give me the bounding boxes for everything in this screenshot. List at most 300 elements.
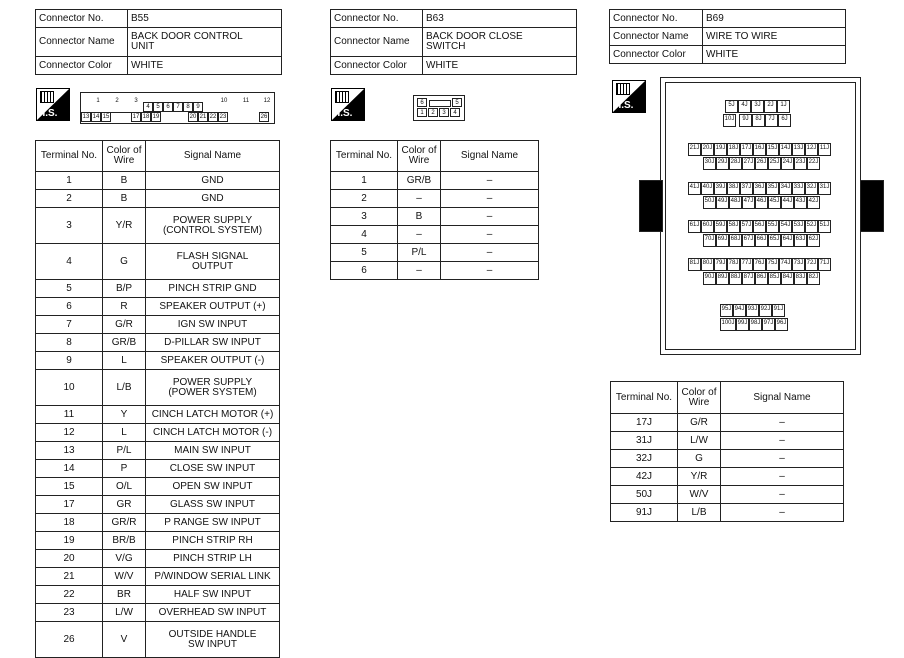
connector-no: B63	[423, 10, 577, 28]
connector-name-label: Connector Name	[331, 28, 423, 57]
connector-pin: 47J	[742, 196, 755, 209]
connector-pin: 96J	[775, 318, 788, 331]
hs-icon	[36, 88, 70, 121]
connector-pin: 12	[263, 98, 271, 104]
connector-color-label: Connector Color	[36, 57, 128, 75]
terminal-no: 4	[331, 226, 398, 244]
signal-name: POWER SUPPLY (POWER SYSTEM)	[146, 370, 280, 406]
signal-name: POWER SUPPLY (CONTROL SYSTEM)	[146, 208, 280, 244]
terminal-no: 5	[36, 280, 103, 298]
connector-pin: 9J	[739, 114, 752, 127]
connector-pin: 57J	[740, 220, 753, 233]
connector-pin: 80J	[701, 258, 714, 271]
signal-name: MAIN SW INPUT	[146, 442, 280, 460]
wire-color: GR/B	[103, 334, 146, 352]
signal-name: GLASS SW INPUT	[146, 496, 280, 514]
wire-color: G	[678, 450, 721, 468]
connector-pin: 25J	[768, 157, 781, 170]
connector-pin: 98J	[749, 318, 762, 331]
signal-name: OPEN SW INPUT	[146, 478, 280, 496]
connector-color: WHITE	[703, 46, 846, 64]
connector-pin: 10J	[723, 114, 736, 127]
connector-pin: 8	[183, 102, 193, 112]
terminal-no: 22	[36, 586, 103, 604]
table-row	[36, 190, 280, 208]
connector-pin: 2J	[764, 100, 777, 113]
terminal-no: 14	[36, 460, 103, 478]
connector-pin: 12J	[805, 143, 818, 156]
connector-pin: 73J	[792, 258, 805, 271]
terminal-no: 9	[36, 352, 103, 370]
signal-name: –	[441, 226, 539, 244]
signal-name: –	[721, 504, 844, 522]
signal-header: Signal Name	[721, 382, 844, 414]
connector-pin: 22	[209, 114, 217, 120]
terminal-no: 31J	[611, 432, 678, 450]
connector-pin: 48J	[729, 196, 742, 209]
signal-name: CLOSE SW INPUT	[146, 460, 280, 478]
terminal-no: 5	[331, 244, 398, 262]
connector-pin: 20J	[701, 143, 714, 156]
connector-pin: 60J	[701, 220, 714, 233]
wire-color: G/R	[103, 316, 146, 334]
connector-pin: 95J	[720, 304, 733, 317]
table-row	[36, 568, 280, 586]
connector-pin: 61J	[688, 220, 701, 233]
wire-color: G	[103, 244, 146, 280]
signal-name: –	[441, 262, 539, 280]
terminal-header: Terminal No.	[36, 141, 103, 172]
table-row	[36, 424, 280, 442]
terminal-no: 10	[36, 370, 103, 406]
connector-pin: 41J	[688, 182, 701, 195]
wire-color: –	[398, 226, 441, 244]
signal-name: PINCH STRIP LH	[146, 550, 280, 568]
connector-pin: 72J	[805, 258, 818, 271]
connector-pin: 15	[102, 114, 110, 120]
connector-pin: 7	[173, 102, 183, 112]
connector-pin: 82J	[807, 272, 820, 285]
connector-pin: 75J	[766, 258, 779, 271]
connector-pin: 49J	[716, 196, 729, 209]
table-row	[36, 550, 280, 568]
signal-name: –	[721, 432, 844, 450]
signal-name: –	[721, 468, 844, 486]
wire-color: GR/R	[103, 514, 146, 532]
connector-no: B55	[128, 10, 282, 28]
hs-label: H.S.	[614, 100, 634, 111]
b63-connector-info	[330, 9, 577, 75]
connector-pin: 26J	[755, 157, 768, 170]
connector-pin: 1	[96, 98, 100, 104]
table-row	[331, 208, 539, 226]
table-row	[36, 460, 280, 478]
table-row	[611, 414, 844, 432]
connector-pin: 36J	[753, 182, 766, 195]
connector-pin: 59J	[714, 220, 727, 233]
connector-pin: 7J	[765, 114, 778, 127]
terminal-no: 6	[36, 298, 103, 316]
connector-pin: 62J	[807, 234, 820, 247]
connector-color: WHITE	[423, 57, 577, 75]
wire-color: L	[103, 424, 146, 442]
connector-pin: 16J	[753, 143, 766, 156]
connector-pin: 2	[428, 108, 438, 117]
connector-pin: 5	[452, 98, 462, 107]
wire-color: GR/B	[398, 172, 441, 190]
connector-pin: 43J	[794, 196, 807, 209]
wire-color: O/L	[103, 478, 146, 496]
signal-name: FLASH SIGNAL OUTPUT	[146, 244, 280, 280]
connector-pin: 4J	[738, 100, 751, 113]
connector-pin: 53J	[792, 220, 805, 233]
connector-pin: 55J	[766, 220, 779, 233]
connector-pin: 33J	[792, 182, 805, 195]
wire-color: V	[103, 622, 146, 658]
signal-name: –	[441, 190, 539, 208]
connector-pin: 85J	[768, 272, 781, 285]
connector-pin: 89J	[716, 272, 729, 285]
table-row	[36, 280, 280, 298]
connector-pin: 14J	[779, 143, 792, 156]
signal-name: GND	[146, 190, 280, 208]
table-row	[611, 504, 844, 522]
connector-pin: 51J	[818, 220, 831, 233]
connector-pin: 67J	[742, 234, 755, 247]
connector-pin: 26	[260, 114, 268, 120]
connector-pin: 34J	[779, 182, 792, 195]
terminal-no: 12	[36, 424, 103, 442]
table-row	[36, 370, 280, 406]
connector-pin: 18	[142, 114, 150, 120]
signal-name: PINCH STRIP RH	[146, 532, 280, 550]
signal-name: –	[441, 244, 539, 262]
terminal-no: 17J	[611, 414, 678, 432]
terminal-no: 4	[36, 244, 103, 280]
terminal-no: 42J	[611, 468, 678, 486]
connector-pin: 5J	[725, 100, 738, 113]
connector-pin: 87J	[742, 272, 755, 285]
connector-pin: 74J	[779, 258, 792, 271]
wire-color: P/L	[398, 244, 441, 262]
terminal-no: 2	[36, 190, 103, 208]
b55-terminal-table	[35, 140, 280, 658]
terminal-header: Terminal No.	[611, 382, 678, 414]
connector-color-label: Connector Color	[610, 46, 703, 64]
connector-pin: 56J	[753, 220, 766, 233]
hs-label: H.S.	[38, 108, 58, 119]
connector-pin: 42J	[807, 196, 820, 209]
connector-pin: 91J	[772, 304, 785, 317]
signal-name: CINCH LATCH MOTOR (+)	[146, 406, 280, 424]
terminal-no: 19	[36, 532, 103, 550]
wire-color-header: Color of Wire	[678, 382, 721, 414]
terminal-no: 7	[36, 316, 103, 334]
connector-pin: 76J	[753, 258, 766, 271]
signal-name: IGN SW INPUT	[146, 316, 280, 334]
connector-latch	[111, 112, 131, 123]
wire-color: G/R	[678, 414, 721, 432]
table-row	[611, 468, 844, 486]
connector-pin: 84J	[781, 272, 794, 285]
wire-color: L/B	[678, 504, 721, 522]
connector-pin: 64J	[781, 234, 794, 247]
table-row	[36, 406, 280, 424]
connector-no: B69	[703, 10, 846, 28]
connector-pin: 58J	[727, 220, 740, 233]
connector-pin: 21	[199, 114, 207, 120]
wire-color: Y	[103, 406, 146, 424]
table-row	[36, 208, 280, 244]
wire-color: B	[103, 172, 146, 190]
connector-pin: 38J	[727, 182, 740, 195]
connector-pin: 14	[92, 114, 100, 120]
wire-color: P	[103, 460, 146, 478]
signal-name: –	[441, 172, 539, 190]
terminal-no: 2	[331, 190, 398, 208]
connector-color: WHITE	[128, 57, 282, 75]
connector-pin: 19J	[714, 143, 727, 156]
signal-name: SPEAKER OUTPUT (-)	[146, 352, 280, 370]
connector-pin: 77J	[740, 258, 753, 271]
table-row	[36, 298, 280, 316]
wire-color: L	[103, 352, 146, 370]
connector-name-label: Connector Name	[36, 28, 128, 57]
connector-pin: 39J	[714, 182, 727, 195]
wire-color: Y/R	[103, 208, 146, 244]
connector-pin: 100J	[720, 318, 736, 331]
terminal-header: Terminal No.	[331, 141, 398, 172]
table-row	[36, 316, 280, 334]
connector-pin: 24J	[781, 157, 794, 170]
connector-pin: 4	[143, 102, 153, 112]
table-row	[36, 172, 280, 190]
wire-color: B	[398, 208, 441, 226]
connector-pin: 52J	[805, 220, 818, 233]
connector-no-label: Connector No.	[610, 10, 703, 28]
connector-latch	[429, 100, 451, 107]
connector-pin: 70J	[703, 234, 716, 247]
connector-pin: 9	[193, 102, 203, 112]
connector-pin: 94J	[733, 304, 746, 317]
wire-color: –	[398, 262, 441, 280]
connector-pin: 23	[219, 114, 227, 120]
connector-pin: 31J	[818, 182, 831, 195]
terminal-no: 50J	[611, 486, 678, 504]
connector-pin: 35J	[766, 182, 779, 195]
wire-color: BR	[103, 586, 146, 604]
wire-color-header: Color of Wire	[103, 141, 146, 172]
connector-pin: 71J	[818, 258, 831, 271]
table-row	[36, 532, 280, 550]
connector-pin: 10	[220, 98, 228, 104]
connector-pin: 1J	[777, 100, 790, 113]
terminal-no: 1	[36, 172, 103, 190]
signal-name: –	[721, 414, 844, 432]
wire-color: V/G	[103, 550, 146, 568]
wire-color: L/W	[103, 604, 146, 622]
signal-header: Signal Name	[441, 141, 539, 172]
table-row	[36, 604, 280, 622]
connector-pin: 44J	[781, 196, 794, 209]
connector-pin: 20	[189, 114, 197, 120]
connector-pin: 45J	[768, 196, 781, 209]
connector-pin: 21J	[688, 143, 701, 156]
table-row	[36, 622, 280, 658]
connector-pin: 17J	[740, 143, 753, 156]
b69-connector-info	[609, 9, 846, 64]
connector-pin: 81J	[688, 258, 701, 271]
connector-pin: 83J	[794, 272, 807, 285]
terminal-no: 6	[331, 262, 398, 280]
signal-name: OUTSIDE HANDLE SW INPUT	[146, 622, 280, 658]
connector-pin: 90J	[703, 272, 716, 285]
connector-pin: 4	[450, 108, 460, 117]
connector-pin: 1	[417, 108, 427, 117]
connector-pin: 22J	[807, 157, 820, 170]
table-row	[36, 442, 280, 460]
terminal-no: 23	[36, 604, 103, 622]
wire-color: P/L	[103, 442, 146, 460]
connector-pin: 65J	[768, 234, 781, 247]
table-row	[36, 496, 280, 514]
terminal-no: 15	[36, 478, 103, 496]
wire-color: –	[398, 190, 441, 208]
connector-pin: 19	[152, 114, 160, 120]
signal-name: P RANGE SW INPUT	[146, 514, 280, 532]
table-row	[36, 478, 280, 496]
terminal-no: 11	[36, 406, 103, 424]
connector-name: BACK DOOR CLOSE SWITCH	[423, 28, 577, 57]
connector-pin: 54J	[779, 220, 792, 233]
table-row	[331, 262, 539, 280]
b63-connector-face	[413, 95, 465, 121]
connector-pin: 78J	[727, 258, 740, 271]
wire-color: Y/R	[678, 468, 721, 486]
connector-pin: 3J	[751, 100, 764, 113]
wire-color: BR/B	[103, 532, 146, 550]
wire-color: GR	[103, 496, 146, 514]
connector-pin: 18J	[727, 143, 740, 156]
connector-pin: 28J	[729, 157, 742, 170]
connector-pin: 11J	[818, 143, 831, 156]
wire-color: B	[103, 190, 146, 208]
hs-icon	[331, 88, 365, 121]
connector-no-label: Connector No.	[331, 10, 423, 28]
connector-pin: 50J	[703, 196, 716, 209]
signal-name: GND	[146, 172, 280, 190]
wire-color: W/V	[678, 486, 721, 504]
b69-terminal-table	[610, 381, 844, 522]
signal-name: SPEAKER OUTPUT (+)	[146, 298, 280, 316]
connector-pin: 5	[153, 102, 163, 112]
connector-pin: 23J	[794, 157, 807, 170]
hs-icon	[612, 80, 646, 113]
connector-color-label: Connector Color	[331, 57, 423, 75]
connector-pin: 30J	[703, 157, 716, 170]
terminal-no: 3	[331, 208, 398, 226]
signal-name: –	[721, 486, 844, 504]
connector-pin: 86J	[755, 272, 768, 285]
connector-pin: 88J	[729, 272, 742, 285]
connector-pin: 79J	[714, 258, 727, 271]
signal-name: HALF SW INPUT	[146, 586, 280, 604]
terminal-no: 20	[36, 550, 103, 568]
terminal-no: 3	[36, 208, 103, 244]
connector-pin: 6J	[778, 114, 791, 127]
table-row	[611, 486, 844, 504]
connector-pin: 3	[439, 108, 449, 117]
terminal-no: 32J	[611, 450, 678, 468]
connector-no-label: Connector No.	[36, 10, 128, 28]
connector-name-label: Connector Name	[610, 28, 703, 46]
signal-name: –	[721, 450, 844, 468]
table-row	[331, 226, 539, 244]
table-row	[36, 586, 280, 604]
wire-color: R	[103, 298, 146, 316]
table-row	[331, 190, 539, 208]
terminal-no: 26	[36, 622, 103, 658]
connector-pin: 99J	[736, 318, 749, 331]
wire-color-header: Color of Wire	[398, 141, 441, 172]
b63-terminal-table	[330, 140, 539, 280]
connector-pin: 6	[417, 98, 427, 107]
signal-header: Signal Name	[146, 141, 280, 172]
signal-name: P/WINDOW SERIAL LINK	[146, 568, 280, 586]
terminal-no: 8	[36, 334, 103, 352]
table-row	[331, 244, 539, 262]
table-row	[36, 514, 280, 532]
terminal-no: 21	[36, 568, 103, 586]
connector-pin: 11	[242, 98, 250, 104]
terminal-no: 1	[331, 172, 398, 190]
signal-name: D-PILLAR SW INPUT	[146, 334, 280, 352]
table-row	[36, 334, 280, 352]
table-row	[36, 352, 280, 370]
table-row	[611, 432, 844, 450]
table-row	[331, 172, 539, 190]
connector-pin: 92J	[759, 304, 772, 317]
connector-pin: 68J	[729, 234, 742, 247]
table-row	[611, 450, 844, 468]
wire-color: W/V	[103, 568, 146, 586]
connector-pin: 6	[163, 102, 173, 112]
table-row	[36, 244, 280, 280]
connector-pin: 29J	[716, 157, 729, 170]
connector-name: WIRE TO WIRE	[703, 28, 846, 46]
connector-pin: 63J	[794, 234, 807, 247]
terminal-no: 91J	[611, 504, 678, 522]
connector-pin: 2	[115, 98, 119, 104]
connector-pin: 40J	[701, 182, 714, 195]
connector-pin: 46J	[755, 196, 768, 209]
connector-pin: 66J	[755, 234, 768, 247]
connector-pin: 17	[132, 114, 140, 120]
signal-name: OVERHEAD SW INPUT	[146, 604, 280, 622]
connector-pin: 27J	[742, 157, 755, 170]
connector-pin: 13	[82, 114, 90, 120]
b69-connector-body	[660, 77, 861, 355]
connector-pin: 37J	[740, 182, 753, 195]
connector-pin: 8J	[752, 114, 765, 127]
connector-pin: 93J	[746, 304, 759, 317]
wire-color: L/W	[678, 432, 721, 450]
connector-pin: 3	[134, 98, 138, 104]
terminal-no: 18	[36, 514, 103, 532]
connector-pin: 13J	[792, 143, 805, 156]
connector-pin: 97J	[762, 318, 775, 331]
connector-pin: 69J	[716, 234, 729, 247]
